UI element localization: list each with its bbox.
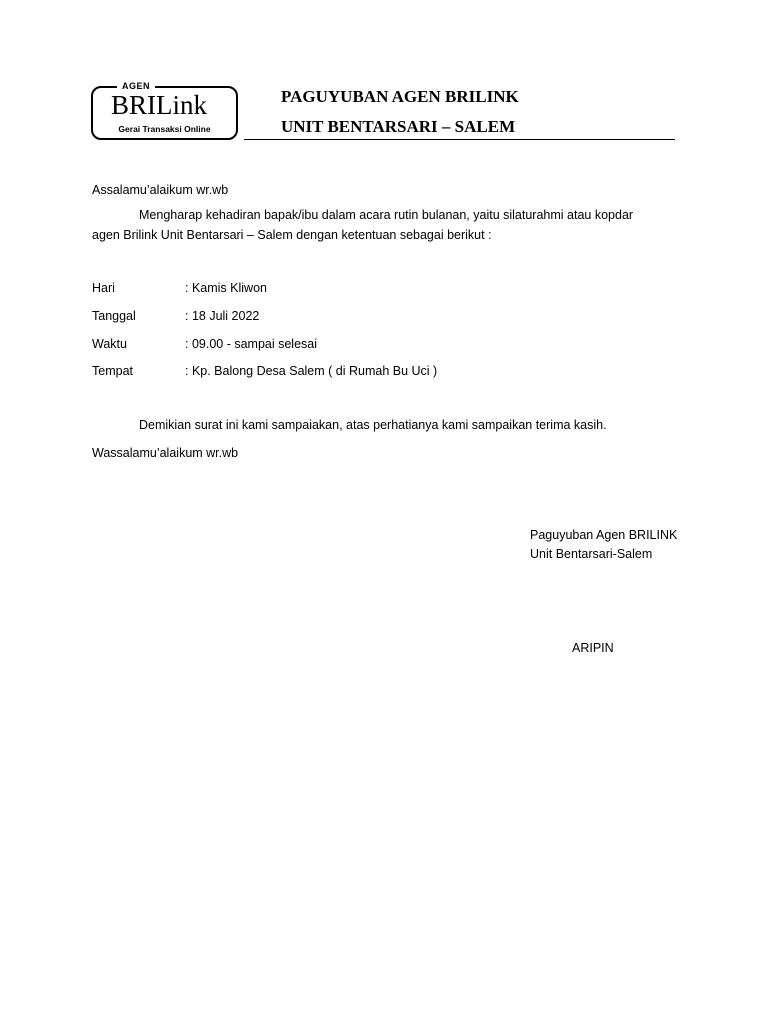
closing-salutation: Wassalamu’alaikum wr.wb xyxy=(92,446,239,460)
invitation-paragraph-line1: Mengharap kehadiran bapak/ibu dalam acara rutin bulanan, yaitu silaturahmi atau kopdar xyxy=(139,208,634,222)
letterhead-subtitle: UNIT BENTARSARI – SALEM xyxy=(281,117,516,136)
signature-organization: Paguyuban Agen BRILINK xyxy=(530,528,678,542)
signature-unit: Unit Bentarsari-Salem xyxy=(530,547,653,561)
greeting: Assalamu’alaikum wr.wb xyxy=(92,183,229,197)
detail-label-tanggal: Tanggal xyxy=(92,309,136,323)
logo-agen-text: AGEN xyxy=(117,79,155,93)
invitation-paragraph-line2: agen Brilink Unit Bentarsari – Salem dengan ketentuan sebagai berikut : xyxy=(92,228,492,242)
detail-value-tanggal: : 18 Juli 2022 xyxy=(185,309,260,323)
letterhead-divider xyxy=(244,139,675,140)
detail-label-waktu: Waktu xyxy=(92,337,127,351)
detail-label-tempat: Tempat xyxy=(92,364,133,378)
letterhead-title: PAGUYUBAN AGEN BRILINK xyxy=(281,87,519,106)
logo-tagline-text: Gerai Transaksi Online xyxy=(118,124,211,134)
detail-value-waktu: : 09.00 - sampai selesai xyxy=(185,337,318,351)
detail-value-hari: : Kamis Kliwon xyxy=(185,281,267,295)
closing-paragraph: Demikian surat ini kami sampaiakan, atas perhatianya kami sampaikan terima kasih. xyxy=(139,418,607,432)
brilink-logo xyxy=(91,81,238,140)
logo-brand-text: BRILink xyxy=(111,90,208,120)
signature-name: ARIPIN xyxy=(572,641,614,655)
detail-label-hari: Hari xyxy=(92,281,115,295)
detail-value-tempat: : Kp. Balong Desa Salem ( di Rumah Bu Uci ) xyxy=(185,364,438,378)
